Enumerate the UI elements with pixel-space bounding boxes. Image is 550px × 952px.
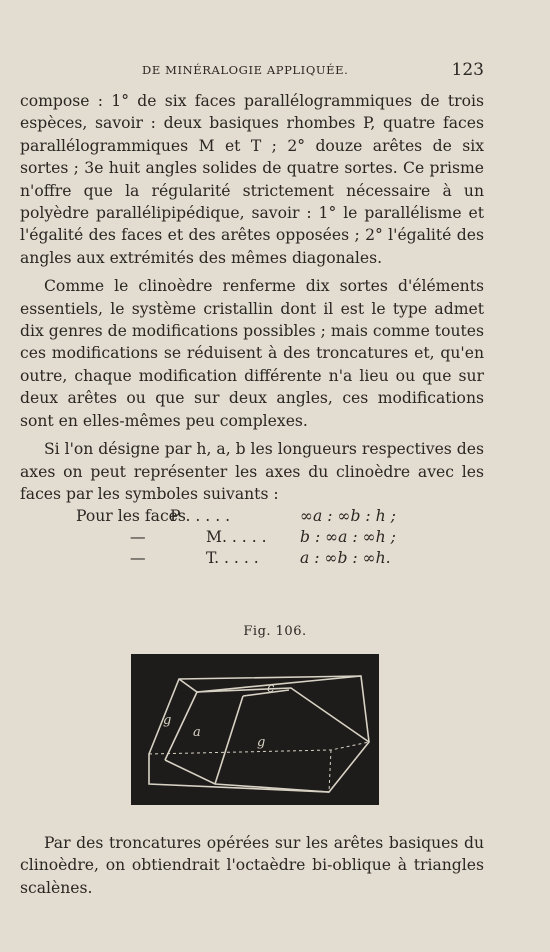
- face-label-left: g: [163, 713, 172, 728]
- symbol-face: P . . . . .: [170, 507, 231, 526]
- running-head-title: DE MINÉRALOGIE APPLIQUÉE.: [142, 63, 349, 77]
- figure-caption: Fig. 106.: [243, 624, 307, 639]
- symbol-expression: ∞a : ∞b : h ;: [300, 507, 396, 526]
- symbol-face: T. . . . .: [206, 549, 259, 568]
- edge-top-front: [197, 688, 369, 742]
- paragraph-2: Comme le clinoèdre renferme dix sortes d'éléments essentiels, le système cristallin dont il est le type admet dix genres de modifications possibles ; mais comme toutes ces modifications se réduisent à des troncatures et, qu'en outre, chaque modification différente n'a lieu ou que sur deux arêtes ou que sur deux angles, ces modifications sont en elles-mêmes peu complexes.: [20, 277, 484, 430]
- symbol-expression: a : ∞b : ∞h.: [300, 549, 391, 568]
- hidden-edge-vertical: [329, 750, 331, 792]
- symbol-face: M. . . . .: [206, 528, 267, 547]
- symbol-table: [20, 505, 484, 568]
- symbol-row-m: [20, 526, 484, 547]
- body-text: [20, 90, 484, 568]
- edge-bottom: [165, 760, 329, 792]
- edge-middle: [243, 690, 289, 696]
- edge-center-vertical: [215, 696, 243, 784]
- crystal-figure: [131, 654, 379, 805]
- face-label-front-left: a: [193, 725, 201, 740]
- symbol-label: Pour les faces: [76, 507, 186, 526]
- symbol-label: —: [130, 549, 146, 568]
- face-label-top: c: [267, 681, 275, 696]
- page-number: 123: [451, 60, 484, 80]
- clinoedre-drawing: [131, 654, 379, 805]
- face-label-front-right: g: [257, 735, 266, 750]
- symbol-expression: b : ∞a : ∞h ;: [300, 528, 396, 547]
- symbol-row-p: [20, 505, 484, 526]
- symbol-label: —: [130, 528, 146, 547]
- running-head: [20, 60, 484, 84]
- symbol-row-t: [20, 547, 484, 568]
- paragraph-3: Si l'on désigne par h, a, b les longueurs respectives des axes on peut représenter les axes du clinoèdre avec les faces par les symboles suivants :: [20, 440, 484, 503]
- paragraph-1: compose : 1° de six faces parallélogrammiques de trois espèces, savoir : deux basiques rhombes P, quatre faces parallélogrammiques M et T ; 2° douze arêtes de six sortes ; 3e huit angles solides de quatre sortes. Ce prisme n'offre que la régularité strictement nécessaire à un polyèdre parallélipipédique, savoir : 1° le parallélisme et l'égalité des faces et des arêtes opposées ; 2° l'égalité des angles aux extrémités des mêmes diagonales.: [20, 92, 484, 267]
- paragraph-final: Par des troncatures opérées sur les arêtes basiques du clinoèdre, on obtiendrait l'octaèdre bi-oblique à triangles scalènes.: [20, 834, 484, 897]
